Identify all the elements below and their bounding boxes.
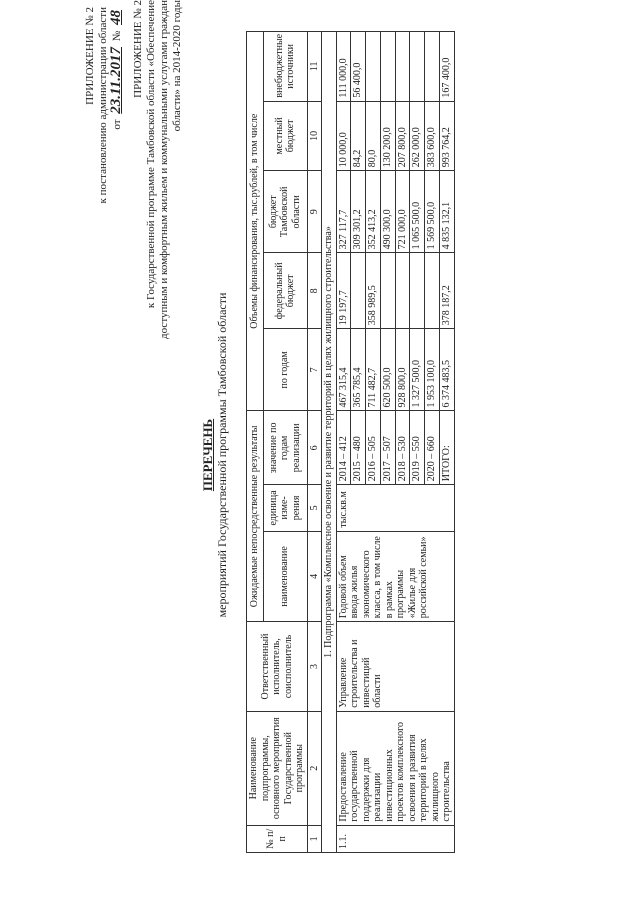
title-main: ПЕРЕЧЕНЬ — [200, 418, 215, 492]
header-result-unit: единица изме-рения — [263, 485, 307, 531]
result-value: 2017 – 507 — [380, 411, 395, 485]
funding-federal — [395, 253, 410, 329]
funding-federal — [380, 253, 395, 329]
col-number: 6 — [307, 411, 322, 485]
section-row — [322, 32, 337, 853]
funding-extra — [410, 32, 425, 102]
col-number: 1 — [307, 825, 322, 852]
funding-local: 10 000,0 — [336, 101, 351, 171]
funding-extra: 56 400,0 — [351, 32, 366, 102]
header-regional: бюджет Тамбовской области — [263, 171, 307, 253]
number-label: № — [111, 30, 123, 42]
funding-regional: 721 000,0 — [395, 171, 410, 253]
result-value: 2016 – 505 — [366, 411, 381, 485]
table-row — [336, 32, 351, 853]
col-number: 10 — [307, 101, 322, 171]
date-line — [110, 7, 124, 307]
funding-federal: 19 197,7 — [336, 253, 351, 329]
header-by-year: по годам — [263, 329, 307, 411]
header-num: № п/п — [247, 825, 308, 852]
handwritten-date: 23.11.2017 — [108, 47, 124, 114]
result-value: 2014 – 412 — [336, 411, 351, 485]
document-title — [200, 155, 230, 755]
program-line-2: доступным и комфортным жильем и коммунальными услугами граждан — [158, 0, 170, 339]
appendix-header — [84, 7, 124, 307]
funding-extra — [366, 32, 381, 102]
result-value: 2018 – 530 — [395, 411, 410, 485]
funding-local: 80,0 — [366, 101, 381, 171]
total-extra: 167 400,0 — [439, 32, 454, 102]
col-number: 4 — [307, 531, 322, 622]
funding-local: 130 200,0 — [380, 101, 395, 171]
funding-by-year: 711 482,7 — [366, 329, 381, 411]
total-federal: 378 187,2 — [439, 253, 454, 329]
header-local: местный бюджет — [263, 101, 307, 171]
funding-regional: 1 569 500,0 — [425, 171, 440, 253]
item-name: Предоставление государственной поддержки для реализации инвестиционных проектов комплексного освоения и развития территорий в целях жилищного строительства — [336, 711, 454, 825]
funding-regional: 1 065 500,0 — [410, 171, 425, 253]
header-result-value: значение по годам реализации — [263, 411, 307, 485]
funding-by-year: 928 800,0 — [395, 329, 410, 411]
total-local: 993 764,2 — [439, 101, 454, 171]
header-result-name: наименование — [263, 531, 307, 622]
funding-regional: 490 300,0 — [380, 171, 395, 253]
funding-by-year: 620 500,0 — [380, 329, 395, 411]
resolution-line: к постановлению администрации области — [97, 7, 109, 204]
total-regional: 4 835 132,1 — [439, 171, 454, 253]
header-extra: внебюджетные источники — [263, 32, 307, 102]
funding-federal — [351, 253, 366, 329]
col-number: 2 — [307, 711, 322, 825]
funding-regional: 309 301,2 — [351, 171, 366, 253]
funding-regional: 352 413,2 — [366, 171, 381, 253]
item-unit: тыс.кв.м — [336, 485, 454, 531]
col-number: 7 — [307, 329, 322, 411]
funding-local: 84,2 — [351, 101, 366, 171]
col-number: 9 — [307, 171, 322, 253]
funding-local: 383 600,0 — [425, 101, 440, 171]
header-federal: федеральный бюджет — [263, 253, 307, 329]
funding-federal — [425, 253, 440, 329]
funding-by-year: 1 953 100,0 — [425, 329, 440, 411]
col-number: 8 — [307, 253, 322, 329]
funding-extra: 111 000,0 — [336, 32, 351, 102]
item-result-name: Годовой объем ввода жилья экономического класса, в том числе в рамках программы «Жилье для российской семьи» — [336, 531, 454, 622]
funding-extra — [425, 32, 440, 102]
column-number-row — [307, 32, 322, 853]
result-value: 2015 – 480 — [351, 411, 366, 485]
appendix-label-2: ПРИЛОЖЕНИЕ № 2 — [132, 0, 144, 98]
program-appendix-header — [132, 0, 184, 345]
funding-extra — [395, 32, 410, 102]
funding-by-year: 365 785,4 — [351, 329, 366, 411]
col-number: 11 — [307, 32, 322, 102]
funding-by-year: 467 315,4 — [336, 329, 351, 411]
funding-local: 207 800,0 — [395, 101, 410, 171]
appendix-label: ПРИЛОЖЕНИЕ № 2 — [84, 7, 96, 105]
program-line-1: к Государственной программе Тамбовской области «Обеспечение — [145, 0, 157, 309]
date-prefix: от — [111, 119, 123, 130]
program-line-3: области» на 2014-2020 годы — [171, 0, 183, 132]
result-value: 2020 – 660 — [425, 411, 440, 485]
header-executor: Ответственный исполнитель, соисполнитель — [247, 622, 308, 712]
funding-local: 262 000,0 — [410, 101, 425, 171]
col-number: 5 — [307, 485, 322, 531]
title-subtitle: мероприятий Государственной программы Тамбовской области — [215, 292, 229, 618]
result-value: 2019 – 550 — [410, 411, 425, 485]
funding-federal: 358 989,5 — [366, 253, 381, 329]
col-number: 3 — [307, 622, 322, 712]
funding-by-year: 1 327 500,0 — [410, 329, 425, 411]
item-number: 1.1. — [336, 825, 454, 852]
header-funding: Объемы финансирования, тыс.рублей, в том числе — [247, 32, 264, 411]
funding-federal — [410, 253, 425, 329]
funding-regional: 327 117,7 — [336, 171, 351, 253]
section-title: 1. Подпрограмма «Комплексное освоение и развитие территорий в целях жилищного строительства» — [322, 32, 337, 853]
funding-extra — [380, 32, 395, 102]
total-label: ИТОГО: — [439, 411, 454, 485]
header-expected-results: Ожидаемые непосредственные результаты — [247, 411, 264, 622]
funding-table — [246, 31, 455, 853]
handwritten-number: 48 — [108, 10, 124, 25]
total-by-year: 6 374 483,5 — [439, 329, 454, 411]
item-executor: Управление строительства и инвестиций области — [336, 622, 454, 712]
header-name: Наименование подпрограммы, основного мероприятия Государственной программы — [247, 711, 308, 825]
